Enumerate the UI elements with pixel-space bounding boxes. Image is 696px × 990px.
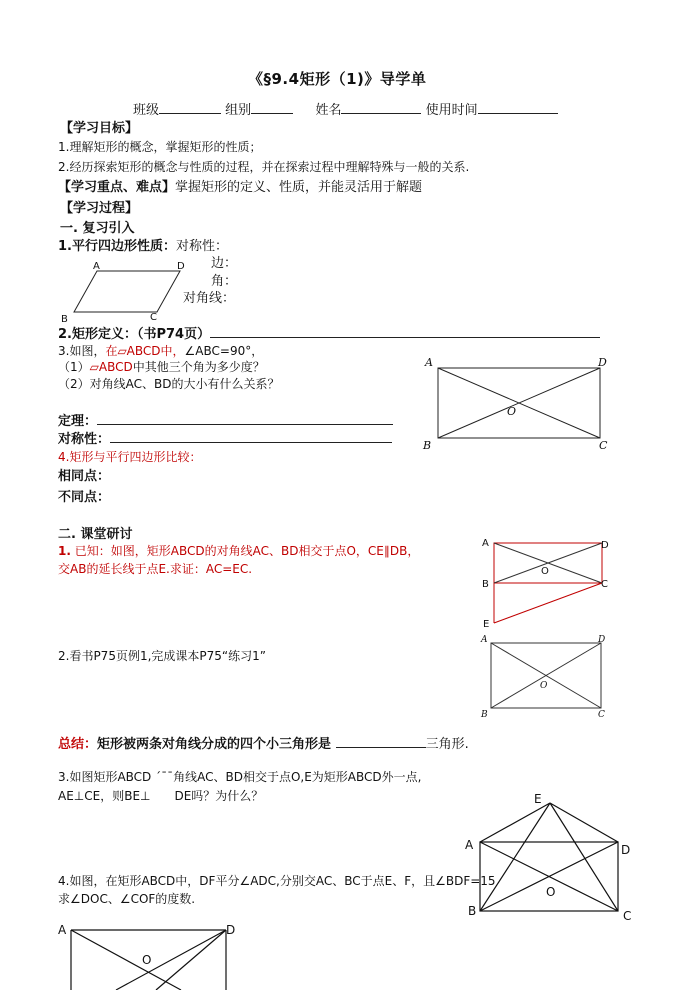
review-q2-label: 2.矩形定义：（书P74页） bbox=[58, 327, 211, 342]
study-p1-line2: 交AB的延长线于点E.求证：AC=EC. bbox=[58, 562, 253, 576]
parallelogram-shape bbox=[74, 271, 180, 312]
objectives-heading: 【学习目标】 bbox=[60, 121, 139, 136]
summary-tail: 三角形. bbox=[425, 737, 469, 752]
rectangle-figure-2 bbox=[478, 632, 618, 720]
fig1-label-d: D bbox=[601, 540, 609, 551]
review-q1-label: 1.平行四边形性质： bbox=[58, 239, 176, 254]
review-q4: 4.矩形与平行四边形比较： bbox=[58, 450, 202, 464]
review-q3-suffix: ∠ABC=90°， bbox=[184, 344, 264, 358]
rect2-label-o: O bbox=[540, 681, 548, 691]
rectangle-figure-1 bbox=[420, 352, 620, 452]
fig4-segment-df bbox=[156, 930, 226, 990]
fig3-label-o: O bbox=[546, 885, 556, 899]
rect1-label-c: C bbox=[599, 439, 608, 452]
rect2-label-c: C bbox=[598, 710, 605, 720]
parallelogram-label-d: D bbox=[177, 261, 185, 272]
symmetry2-row bbox=[58, 430, 392, 448]
fig1-label-b: B bbox=[482, 579, 489, 590]
rect1-label-b: B bbox=[423, 439, 432, 452]
diagonal-label: 对角线： bbox=[183, 291, 236, 306]
diff-label: 不同点： bbox=[58, 490, 111, 505]
header-fields bbox=[133, 101, 558, 119]
group-blank[interactable] bbox=[251, 101, 293, 114]
same-label: 相同点： bbox=[58, 469, 111, 484]
parallelogram-figure bbox=[60, 258, 195, 325]
summary bbox=[58, 735, 469, 753]
objective-2: 2.经历探索矩形的概念与性质的过程，并在探索过程中理解特殊与一般的关系. bbox=[58, 160, 470, 174]
study-p3-line1: 3.如图矩形ABCD ´¯¯角线AC、BD相交于点O,E为矩形ABCD外一点, bbox=[58, 770, 422, 784]
time-blank[interactable] bbox=[478, 101, 558, 114]
fig1-label-c: C bbox=[601, 579, 608, 590]
name-blank[interactable] bbox=[341, 101, 421, 114]
study-p1-line1 bbox=[58, 544, 419, 559]
rect1-label-d: D bbox=[598, 356, 607, 369]
fig3-label-c: C bbox=[623, 909, 632, 923]
keypoints-heading: 【学习重点、难点】 bbox=[58, 180, 176, 195]
time-label: 使用时间 bbox=[425, 103, 478, 118]
symmetry2-label: 对称性： bbox=[58, 432, 111, 447]
fig1-label-o: O bbox=[541, 566, 549, 577]
figure-problem-4 bbox=[56, 920, 246, 990]
fig1-label-e: E bbox=[483, 619, 490, 630]
summary-label: 总结： bbox=[58, 737, 98, 752]
review-q3-sub1-prefix: （1） bbox=[58, 360, 90, 374]
parallelogram-label-a: A bbox=[93, 261, 100, 272]
fig4-label-a: A bbox=[58, 923, 67, 937]
theorem-row bbox=[58, 412, 393, 430]
figure-problem-3 bbox=[460, 792, 640, 927]
fig3-label-a: A bbox=[465, 838, 474, 852]
study-p1-num: 1. bbox=[58, 544, 71, 558]
fig1-label-a: A bbox=[482, 538, 489, 549]
review-q3-red: 在▱ABCD中， bbox=[105, 344, 185, 358]
summary-blank[interactable] bbox=[336, 735, 426, 748]
study-p2: 2.看书P75页例1,完成课本P75“练习1” bbox=[58, 649, 266, 663]
review-q3 bbox=[58, 344, 263, 359]
rect2-label-a: A bbox=[481, 635, 488, 645]
summary-text: 矩形被两条对角线分成的四个小三角形是 bbox=[97, 737, 332, 752]
class-label: 班级 bbox=[133, 103, 160, 118]
name-label: 姓名 bbox=[315, 103, 342, 118]
fig3-segment-ec bbox=[550, 803, 618, 911]
rect2-label-b: B bbox=[481, 710, 488, 720]
fig4-label-d: D bbox=[226, 923, 236, 937]
keypoints-text: 掌握矩形的定义、性质，并能灵活用于解题 bbox=[175, 180, 423, 195]
definition-blank[interactable] bbox=[210, 325, 600, 338]
theorem-label: 定理： bbox=[58, 414, 98, 429]
fig3-segment-eb bbox=[480, 803, 550, 911]
symmetry2-blank[interactable] bbox=[110, 430, 392, 443]
objective-1: 1.理解矩形的概念，掌握矩形的性质； bbox=[58, 140, 262, 154]
theorem-blank[interactable] bbox=[97, 412, 393, 425]
fig1-segment-ec bbox=[494, 583, 602, 623]
review-q1 bbox=[58, 239, 228, 255]
group-label: 组别 bbox=[225, 103, 252, 118]
rect1-label-a: A bbox=[425, 356, 433, 369]
fig3-label-e: E bbox=[534, 792, 542, 806]
fig3-segment-ea bbox=[480, 803, 550, 842]
review-q3-sub2: （2）对角线AC、BD的大小有什么关系？ bbox=[58, 377, 280, 391]
angle-label: 角： bbox=[211, 274, 238, 289]
fig3-label-b: B bbox=[468, 904, 477, 918]
process-heading: 【学习过程】 bbox=[60, 201, 139, 216]
parallelogram-label-b: B bbox=[61, 314, 68, 325]
class-blank[interactable] bbox=[159, 101, 221, 114]
fig4-diagonal-bd bbox=[116, 930, 226, 990]
study-p1-text: 已知：如图，矩形ABCD的对角线AC、BD相交于点O，CE∥DB， bbox=[74, 544, 420, 558]
fig4-diagonal-ac bbox=[71, 930, 181, 990]
review-heading: 一. 复习引入 bbox=[60, 221, 135, 236]
review-q2 bbox=[58, 325, 600, 343]
review-q3-sub1 bbox=[58, 360, 265, 375]
symmetry-label: 对称性： bbox=[175, 239, 228, 254]
fig3-label-d: D bbox=[621, 843, 631, 857]
parallelogram-label-c: C bbox=[150, 312, 157, 323]
figure-problem-1 bbox=[480, 536, 620, 632]
study-p4-line2: 求∠DOC、∠COF的度数. bbox=[58, 892, 196, 906]
rect1-label-o: O bbox=[507, 405, 517, 418]
study-heading: 二. 课堂研讨 bbox=[58, 527, 133, 542]
page-title: 《§9.4矩形（1)》导学单 bbox=[248, 70, 427, 88]
fig4-label-o: O bbox=[142, 953, 152, 967]
study-p3-line2: AE⊥CE，则BE⊥ DE吗？为什么？ bbox=[58, 789, 264, 803]
review-q3-sub1-red: ▱ABCD bbox=[89, 360, 133, 374]
fig3-segment-ed bbox=[550, 803, 618, 842]
side-label: 边： bbox=[211, 256, 238, 271]
study-p4-line1: 4.如图，在矩形ABCD中，DF平分∠ADC,分别交AC、BC于点E、F，且∠BDF=15 bbox=[58, 874, 496, 888]
review-q3-prefix: 3.如图， bbox=[58, 344, 106, 358]
review-q3-sub1-suffix: 中其他三个角为多少度？ bbox=[132, 360, 265, 374]
keypoints bbox=[58, 180, 422, 196]
rect2-label-d: D bbox=[598, 635, 606, 645]
